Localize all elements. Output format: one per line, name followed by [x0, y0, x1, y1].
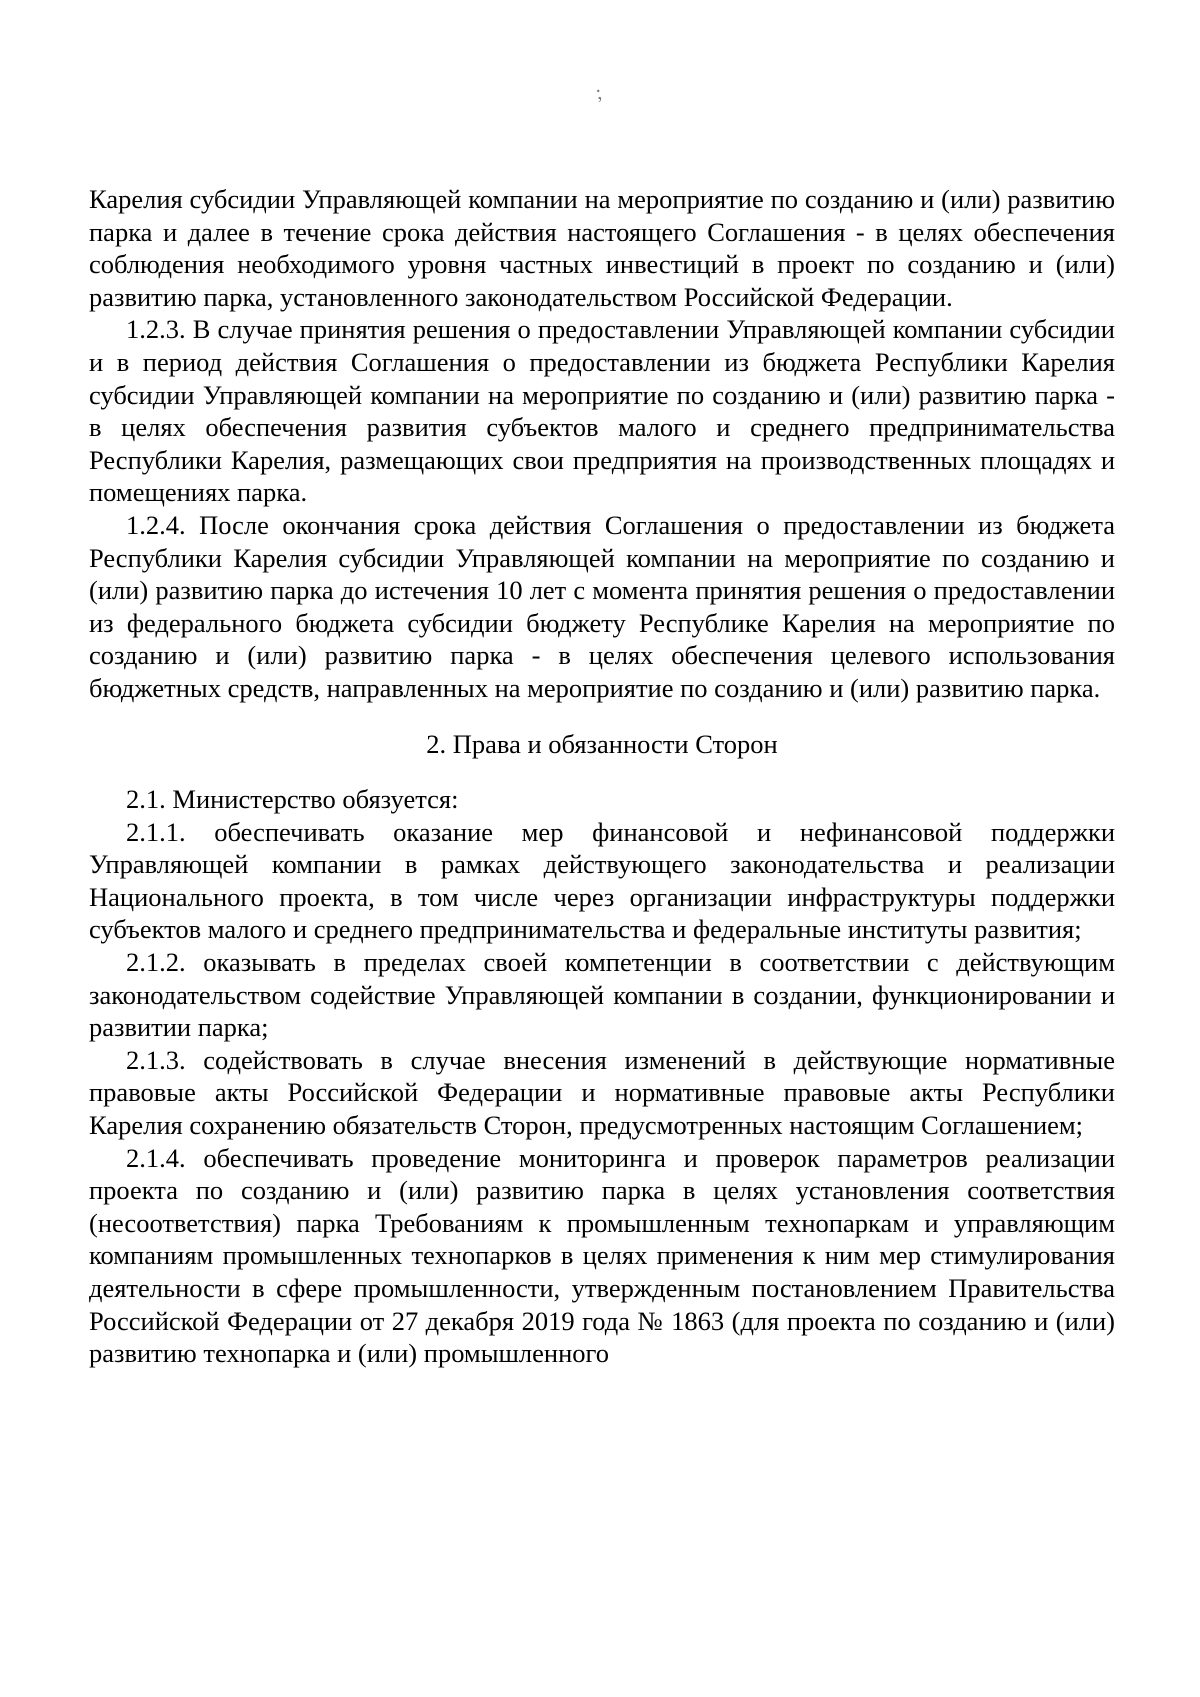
paragraph-1-2-3: 1.2.3. В случае принятия решения о предоставлении Управляющей компании субсидии и в период действия Соглашения о предоставлении из бюджета Республики Карелия субсидии Управляющей компании на мероприятие по созданию и (или) развитию парка - в целях обеспечения развития субъектов малого и среднего предпринимательства Республики Карелия, размещающих свои предприятия на производственных площадях и помещениях парка.	[89, 314, 1115, 508]
paragraph-continuation: Карелия субсидии Управляющей компании на мероприятие по созданию и (или) развитию парка и далее в течение срока действия настоящего Соглашения - в целях обеспечения соблюдения необходимого уровня частных инвестиций в проект по созданию и (или) развитию парка, установленного законодательством Российской Федерации.	[89, 184, 1115, 312]
section-heading: 2. Права и обязанности Сторон	[426, 728, 778, 759]
document-body	[89, 183, 1115, 1370]
paragraph-2-1-4: 2.1.4. обеспечивать проведение мониторинга и проверок параметров реализации проекта по созданию и (или) развитию парка в целях установления соответствия (несоответствия) парка Требованиям к промышленным технопаркам и управляющим компаниям промышленных технопарков в целях применения к ним мер стимулирования деятельности в сфере промышленности, утвержденным постановлением Правительства Российской Федерации от 27 декабря 2019 года № 1863 (для проекта по созданию и (или) развитию технопарка и (или) промышленного	[89, 1142, 1115, 1369]
paragraph-2-1: 2.1. Министерство обязуется:	[126, 784, 459, 815]
paragraph-2-1-1: 2.1.1. обеспечивать оказание мер финансовой и нефинансовой поддержки Управляющей компании в рамках действующего законодательства и реализации Национального проекта, в том числе через организации инфраструктуры поддержки субъектов малого и среднего предпринимательства и федеральные институты развития;	[89, 816, 1115, 945]
page-mark: ;	[593, 81, 604, 105]
paragraph-2-1-3: 2.1.3. содействовать в случае внесения изменений в действующие нормативные правовые акты Российской Федерации и нормативные правовые акты Республики Карелия сохранению обязательств Сторон, предусмотренных настоящим Соглашением;	[89, 1044, 1115, 1141]
paragraph-1-2-4: 1.2.4. После окончания срока действия Соглашения о предоставлении из бюджета Республики Карелия субсидии Управляющей компании на мероприятие по созданию и (или) развитию парка до истечения 10 лет с момента принятия решения о предоставлении из федерального бюджета субсидии бюджету Республике Карелия на мероприятие по созданию и (или) развитию парка - в целях обеспечения целевого использования бюджетных средств, направленных на мероприятие по созданию и (или) развитию парка.	[89, 509, 1115, 703]
paragraph-2-1-2: 2.1.2. оказывать в пределах своей компетенции в соответствии с действующим законодательством содействие Управляющей компании в создании, функционировании и развитии парка;	[89, 947, 1115, 1043]
